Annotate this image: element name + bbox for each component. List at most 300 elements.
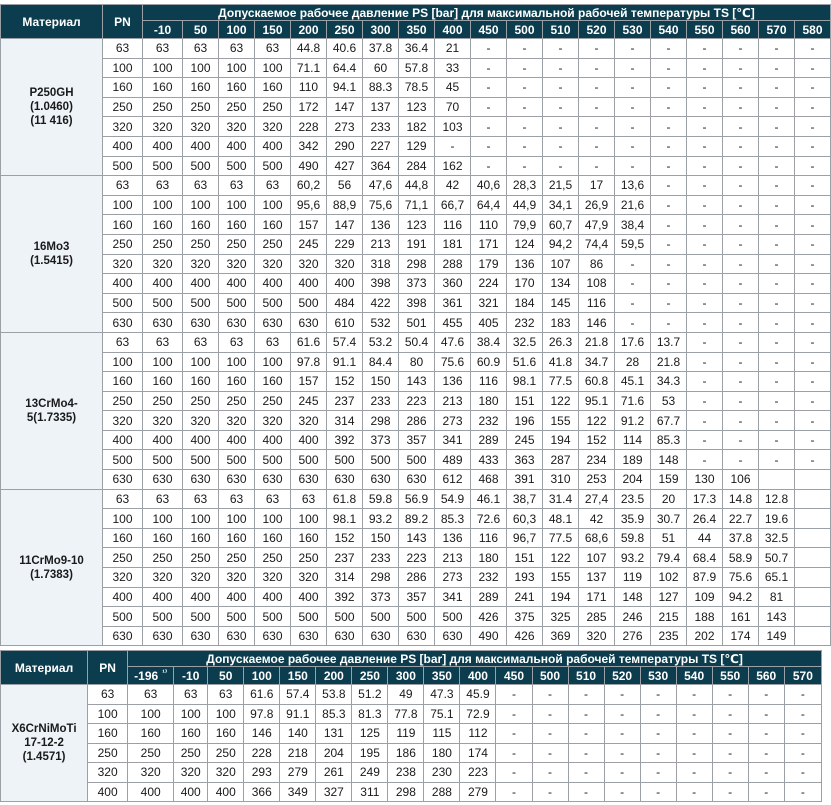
value-cell: -: [687, 234, 723, 254]
value-cell: -: [651, 117, 687, 137]
value-cell: -: [723, 176, 759, 196]
value-cell: -: [759, 39, 795, 59]
value-cell: 34.3: [651, 372, 687, 392]
value-cell: -: [507, 136, 543, 156]
value-cell: 250: [143, 97, 183, 117]
pn-cell: 250: [88, 743, 128, 763]
value-cell: 61.6: [244, 685, 280, 705]
value-cell: -: [795, 39, 831, 59]
value-cell: 273: [327, 117, 363, 137]
value-cell: -: [687, 39, 723, 59]
value-cell: 63: [183, 39, 219, 59]
value-cell: -: [759, 97, 795, 117]
value-cell: 630: [327, 470, 363, 490]
value-cell: 630: [219, 626, 255, 646]
table-row: [1, 704, 822, 724]
value-cell: 279: [280, 763, 316, 783]
value-cell: 500: [255, 293, 291, 313]
value-cell: 391: [507, 470, 543, 490]
value-cell: 400: [219, 430, 255, 450]
value-cell: 250: [143, 391, 183, 411]
value-cell: -: [507, 97, 543, 117]
temp-header: -10: [143, 21, 183, 39]
value-cell: -: [723, 195, 759, 215]
value-cell: 400: [143, 136, 183, 156]
table-row: [1, 293, 831, 313]
value-cell: 60,7: [543, 215, 579, 235]
value-cell: 155: [543, 411, 579, 431]
value-cell: 400: [291, 587, 327, 607]
value-cell: 290: [327, 136, 363, 156]
value-cell: 109: [687, 587, 723, 607]
value-cell: 53.2: [363, 332, 399, 352]
value-cell: -: [471, 58, 507, 78]
value-cell: -: [795, 117, 831, 137]
value-cell: -: [687, 391, 723, 411]
value-cell: -: [795, 450, 831, 470]
value-cell: 500: [435, 607, 471, 627]
value-cell: -: [687, 352, 723, 372]
pressure-table-1: [0, 4, 831, 646]
value-cell: -: [795, 58, 831, 78]
material-name: 13CrMo4-: [25, 397, 78, 410]
value-cell: 81: [759, 587, 795, 607]
value-cell: 342: [291, 136, 327, 156]
pn-header: PN: [103, 5, 143, 39]
value-cell: 160: [183, 215, 219, 235]
value-cell: 123: [399, 97, 435, 117]
value-cell: 400: [183, 587, 219, 607]
value-cell: -: [615, 58, 651, 78]
value-cell: -: [579, 117, 615, 137]
value-cell: 72.6: [471, 509, 507, 529]
value-cell: 213: [435, 548, 471, 568]
temp-header: 560: [723, 21, 759, 39]
value-cell: 285: [579, 607, 615, 627]
value-cell: 400: [208, 782, 244, 802]
value-cell: 400: [143, 430, 183, 450]
value-cell: 320: [183, 411, 219, 431]
pn-cell: 400: [103, 274, 143, 294]
value-cell: 91.2: [615, 411, 651, 431]
value-cell: 59.8: [615, 528, 651, 548]
value-cell: 284: [399, 156, 435, 176]
value-cell: 22.7: [723, 509, 759, 529]
value-cell: 98.1: [507, 372, 543, 392]
value-cell: -: [748, 782, 784, 802]
value-cell: -: [712, 763, 748, 783]
pn-cell: 63: [103, 489, 143, 509]
value-cell: -: [676, 685, 712, 705]
value-cell: 320: [291, 411, 327, 431]
value-cell: 630: [143, 470, 183, 490]
value-cell: -: [651, 156, 687, 176]
value-cell: 59,5: [615, 234, 651, 254]
value-cell: -: [507, 78, 543, 98]
value-cell: -: [759, 156, 795, 176]
pressure-table-2: [0, 650, 822, 802]
value-cell: 373: [363, 587, 399, 607]
table-row: [1, 470, 831, 490]
value-cell: -: [568, 743, 604, 763]
value-cell: 400: [255, 274, 291, 294]
value-cell: 157: [291, 215, 327, 235]
temp-header: 250: [352, 667, 388, 685]
value-cell: -: [507, 156, 543, 176]
pn-cell: 160: [103, 215, 143, 235]
value-cell: 32.5: [507, 332, 543, 352]
value-cell: 279: [460, 782, 496, 802]
value-cell: -: [507, 39, 543, 59]
pn-cell: 320: [103, 568, 143, 588]
value-cell: 60.9: [471, 352, 507, 372]
value-cell: 398: [399, 293, 435, 313]
value-cell: 21.8: [579, 332, 615, 352]
value-cell: -: [568, 782, 604, 802]
value-cell: 161: [723, 607, 759, 627]
value-cell: 630: [143, 313, 183, 333]
value-cell: 433: [471, 450, 507, 470]
value-cell: -: [723, 352, 759, 372]
value-cell: -: [568, 685, 604, 705]
value-cell: 60,2: [291, 176, 327, 196]
value-cell: 179: [471, 254, 507, 274]
value-cell: -: [723, 78, 759, 98]
value-cell: 180: [471, 548, 507, 568]
value-cell: 129: [399, 136, 435, 156]
value-cell: -: [748, 704, 784, 724]
value-cell: -: [723, 39, 759, 59]
value-cell: 134: [543, 274, 579, 294]
value-cell: -: [712, 782, 748, 802]
value-cell: 97.8: [291, 352, 327, 372]
value-cell: -: [759, 391, 795, 411]
value-cell: 148: [615, 587, 651, 607]
value-cell: 87.9: [687, 568, 723, 588]
value-cell: 630: [143, 626, 183, 646]
pn-cell: 250: [103, 234, 143, 254]
value-cell: 500: [219, 156, 255, 176]
value-cell: -: [532, 763, 568, 783]
value-cell: 147: [327, 215, 363, 235]
value-cell: 100: [143, 58, 183, 78]
value-cell: 196: [507, 411, 543, 431]
value-cell: 398: [363, 274, 399, 294]
value-cell: 145: [543, 293, 579, 313]
value-cell: -: [579, 39, 615, 59]
value-cell: 171: [579, 587, 615, 607]
value-cell: 63: [183, 489, 219, 509]
value-cell: 155: [543, 568, 579, 588]
value-cell: 233: [363, 548, 399, 568]
value-cell: 124: [507, 234, 543, 254]
value-cell: 136: [363, 215, 399, 235]
temp-header: 550: [687, 21, 723, 39]
value-cell: [795, 489, 831, 509]
value-cell: 298: [363, 568, 399, 588]
value-cell: 63: [219, 176, 255, 196]
value-cell: 86: [579, 254, 615, 274]
value-cell: -: [759, 450, 795, 470]
pn-cell: 500: [103, 156, 143, 176]
pn-header: PN: [88, 651, 128, 685]
value-cell: -: [759, 352, 795, 372]
pressure-title: Допускаемое рабочее давление PS [bar] для максимальной рабочей температуры TS [℃]: [143, 5, 831, 21]
value-cell: -: [795, 430, 831, 450]
value-cell: 100: [174, 704, 208, 724]
value-cell: 160: [255, 215, 291, 235]
value-cell: -: [687, 78, 723, 98]
temp-header: 350: [399, 21, 435, 39]
material-name: (1.7383): [30, 568, 73, 581]
value-cell: -: [723, 215, 759, 235]
pn-cell: 100: [103, 195, 143, 215]
value-cell: -: [795, 136, 831, 156]
pn-cell: 160: [103, 528, 143, 548]
value-cell: -: [687, 58, 723, 78]
value-cell: 250: [219, 97, 255, 117]
value-cell: 400: [143, 587, 183, 607]
value-cell: 500: [399, 450, 435, 470]
value-cell: 53.8: [316, 685, 352, 705]
value-cell: -: [687, 215, 723, 235]
value-cell: -: [723, 274, 759, 294]
value-cell: -: [640, 724, 676, 744]
value-cell: 53: [651, 391, 687, 411]
value-cell: 38,4: [615, 215, 651, 235]
temp-header: 450: [496, 667, 532, 685]
value-cell: 21.8: [651, 352, 687, 372]
value-cell: -: [795, 293, 831, 313]
value-cell: 63: [143, 489, 183, 509]
value-cell: 63: [208, 685, 244, 705]
value-cell: 95,6: [291, 195, 327, 215]
value-cell: [795, 528, 831, 548]
value-cell: 232: [471, 568, 507, 588]
value-cell: 373: [399, 274, 435, 294]
value-cell: 237: [327, 391, 363, 411]
value-cell: 314: [327, 568, 363, 588]
value-cell: 400: [219, 274, 255, 294]
value-cell: -: [568, 724, 604, 744]
value-cell: 293: [244, 763, 280, 783]
temp-header: 500: [507, 21, 543, 39]
value-cell: 60: [363, 58, 399, 78]
pn-cell: 320: [103, 117, 143, 137]
value-cell: 63: [183, 176, 219, 196]
value-cell: 320: [219, 568, 255, 588]
table-row: [1, 568, 831, 588]
material-name: (1.0460): [30, 101, 73, 114]
value-cell: 143: [399, 372, 435, 392]
value-cell: 160: [183, 78, 219, 98]
value-cell: 160: [208, 724, 244, 744]
value-cell: -: [759, 234, 795, 254]
value-cell: 232: [507, 313, 543, 333]
value-cell: 51.6: [507, 352, 543, 372]
value-cell: 213: [435, 391, 471, 411]
value-cell: 228: [291, 117, 327, 137]
value-cell: -: [543, 117, 579, 137]
value-cell: 238: [388, 763, 424, 783]
value-cell: 51: [651, 528, 687, 548]
value-cell: -: [784, 782, 821, 802]
value-cell: 77.5: [543, 528, 579, 548]
value-cell: 143: [759, 607, 795, 627]
value-cell: 171: [471, 234, 507, 254]
value-cell: 320: [219, 254, 255, 274]
table-row: [1, 176, 831, 196]
table-row: [1, 117, 831, 137]
value-cell: 37.8: [363, 39, 399, 59]
value-cell: -: [795, 274, 831, 294]
value-cell: 50.4: [399, 332, 435, 352]
value-cell: 116: [471, 372, 507, 392]
value-cell: -: [676, 724, 712, 744]
value-cell: -: [795, 352, 831, 372]
value-cell: 32.5: [759, 528, 795, 548]
value-cell: -: [543, 156, 579, 176]
value-cell: 77.8: [388, 704, 424, 724]
temp-header: 520: [579, 21, 615, 39]
value-cell: 320: [174, 763, 208, 783]
value-cell: -: [795, 254, 831, 274]
value-cell: 122: [543, 548, 579, 568]
value-cell: [795, 509, 831, 529]
value-cell: 286: [399, 411, 435, 431]
pn-cell: 400: [103, 136, 143, 156]
value-cell: -: [687, 430, 723, 450]
value-cell: 119: [388, 724, 424, 744]
material-name: (1.4571): [22, 751, 66, 763]
value-cell: 228: [244, 743, 280, 763]
value-cell: 286: [399, 568, 435, 588]
value-cell: -: [651, 254, 687, 274]
value-cell: 140: [280, 724, 316, 744]
value-cell: -: [651, 39, 687, 59]
value-cell: -: [784, 743, 821, 763]
value-cell: 40.6: [327, 39, 363, 59]
value-cell: 630: [255, 313, 291, 333]
value-cell: -: [651, 313, 687, 333]
value-cell: 108: [579, 274, 615, 294]
value-cell: -: [507, 58, 543, 78]
value-cell: 405: [471, 313, 507, 333]
value-cell: 84.4: [363, 352, 399, 372]
value-cell: 116: [435, 215, 471, 235]
value-cell: 232: [471, 411, 507, 431]
value-cell: 106: [723, 470, 759, 490]
value-cell: 64,4: [471, 195, 507, 215]
value-cell: -: [532, 743, 568, 763]
value-cell: -: [579, 156, 615, 176]
value-cell: -: [795, 97, 831, 117]
value-cell: -: [784, 763, 821, 783]
value-cell: -: [651, 234, 687, 254]
value-cell: -: [579, 97, 615, 117]
value-cell: 245: [291, 391, 327, 411]
value-cell: 27,4: [579, 489, 615, 509]
value-cell: 375: [507, 607, 543, 627]
value-cell: 189: [615, 450, 651, 470]
value-cell: -: [795, 176, 831, 196]
value-cell: -: [676, 704, 712, 724]
value-cell: 160: [183, 372, 219, 392]
value-cell: 253: [579, 470, 615, 490]
value-cell: 369: [543, 626, 579, 646]
value-cell: -: [604, 724, 640, 744]
value-cell: -: [640, 782, 676, 802]
value-cell: 310: [543, 470, 579, 490]
value-cell: 100: [219, 509, 255, 529]
value-cell: -: [759, 58, 795, 78]
value-cell: 74,4: [579, 234, 615, 254]
value-cell: 100: [219, 352, 255, 372]
value-cell: 612: [435, 470, 471, 490]
value-cell: -: [640, 743, 676, 763]
value-cell: 61.6: [291, 332, 327, 352]
value-cell: 151: [507, 391, 543, 411]
value-cell: 630: [399, 470, 435, 490]
value-cell: 341: [435, 430, 471, 450]
value-cell: 320: [291, 568, 327, 588]
value-cell: 160: [143, 528, 183, 548]
value-cell: 215: [651, 607, 687, 627]
value-cell: 20: [651, 489, 687, 509]
value-cell: 160: [219, 372, 255, 392]
value-cell: 630: [255, 470, 291, 490]
value-cell: 31.4: [543, 489, 579, 509]
value-cell: -: [723, 293, 759, 313]
value-cell: 320: [255, 411, 291, 431]
pn-cell: 500: [103, 450, 143, 470]
value-cell: 100: [143, 509, 183, 529]
value-cell: [795, 470, 831, 490]
value-cell: 26,9: [579, 195, 615, 215]
value-cell: 311: [352, 782, 388, 802]
value-cell: 54.9: [435, 489, 471, 509]
table-row: [1, 782, 822, 802]
value-cell: 276: [615, 626, 651, 646]
material-name: 16Mo3: [33, 241, 70, 254]
value-cell: 79,9: [507, 215, 543, 235]
value-cell: 224: [471, 274, 507, 294]
value-cell: 63: [255, 39, 291, 59]
value-cell: 400: [291, 274, 327, 294]
value-cell: -: [795, 78, 831, 98]
value-cell: 100: [219, 58, 255, 78]
value-cell: 250: [143, 548, 183, 568]
value-cell: 320: [143, 568, 183, 588]
value-cell: 392: [327, 587, 363, 607]
pn-cell: 63: [103, 176, 143, 196]
value-cell: -: [748, 763, 784, 783]
value-cell: 47.6: [435, 332, 471, 352]
value-cell: -: [712, 743, 748, 763]
value-cell: -: [651, 176, 687, 196]
temp-header: 350: [424, 667, 460, 685]
material-cell: [1, 489, 103, 646]
value-cell: -: [795, 215, 831, 235]
value-cell: 400: [183, 274, 219, 294]
value-cell: 80: [399, 352, 435, 372]
temp-header: 570: [784, 667, 821, 685]
temp-header: 200: [291, 21, 327, 39]
value-cell: 45.9: [460, 685, 496, 705]
value-cell: 400: [143, 274, 183, 294]
value-cell: [795, 548, 831, 568]
table-row: [1, 587, 831, 607]
